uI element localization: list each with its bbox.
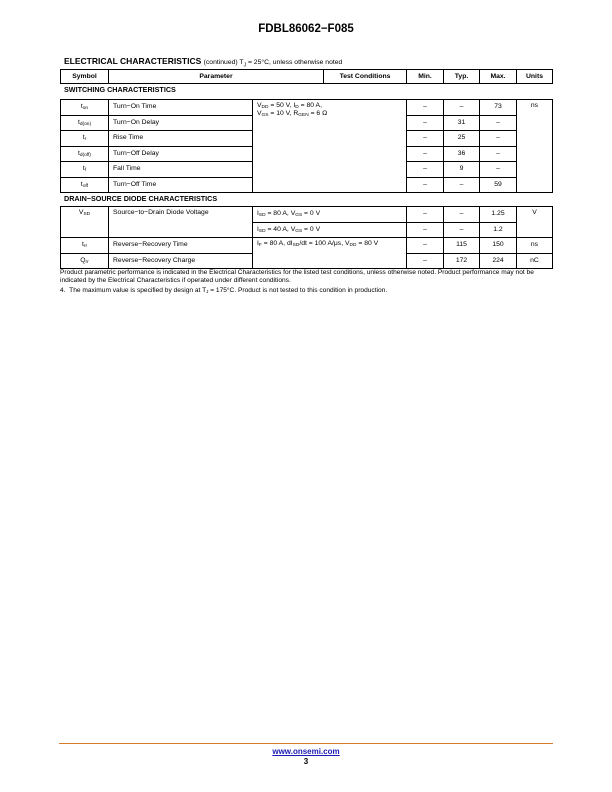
diode-section-title: DRAIN−SOURCE DIODE CHARACTERISTICS	[64, 194, 218, 203]
header-units: Units	[517, 70, 553, 84]
min-cell: –	[407, 207, 444, 223]
max-cell: –	[480, 146, 517, 162]
parameter-cell: Turn−On Time	[109, 100, 253, 116]
min-cell: –	[407, 100, 444, 116]
units-cell: V	[517, 207, 553, 238]
header-symbol: Symbol	[61, 70, 109, 84]
symbol-cell: $Q_{rr}$	[61, 253, 109, 269]
table-header	[60, 69, 553, 84]
parameter-cell: Reverse−Recovery Time	[109, 238, 253, 254]
test-condition-cell: $I_{SD} = 40$ A, $V_{GS} = 0$ V	[253, 222, 407, 238]
typ-cell: –	[444, 100, 480, 116]
min-cell: –	[407, 222, 444, 238]
units-cell: ns	[517, 238, 553, 254]
parameter-cell: Turn−Off Delay	[109, 146, 253, 162]
symbol-cell: $t_{d(off)}$	[61, 146, 109, 162]
max-cell: –	[480, 162, 517, 178]
switching-section-title: SWITCHING CHARACTERISTICS	[64, 85, 176, 94]
section-heading-note: (continued) $T_J = 25^\circ C$, unless otherwise noted	[203, 59, 343, 69]
website-link[interactable]: www.onsemi.com	[272, 747, 340, 756]
header-min: Min.	[407, 70, 444, 84]
table-row	[61, 100, 553, 116]
max-cell: 73	[480, 100, 517, 116]
min-cell: –	[407, 162, 444, 178]
min-cell: –	[407, 253, 444, 269]
page-number: 3	[303, 757, 309, 766]
parameter-cell: Rise Time	[109, 131, 253, 147]
parameter-cell: Turn−On Delay	[109, 115, 253, 131]
header-typ: Typ.	[444, 70, 480, 84]
max-cell: 1.2	[480, 222, 517, 238]
parameter-cell: Fall Time	[109, 162, 253, 178]
typ-cell: 36	[444, 146, 480, 162]
units-cell: nC	[517, 253, 553, 269]
footnote-4: 4. The maximum value is specified by design at $T_J = 175^\circ C$. Product is not tested to this condition in production.	[60, 287, 388, 294]
header-max: Max.	[480, 70, 517, 84]
min-cell: –	[407, 146, 444, 162]
min-cell: –	[407, 238, 444, 254]
typ-cell: –	[444, 177, 480, 193]
table-row	[61, 207, 553, 223]
symbol-cell: $t_{d(on)}$	[61, 115, 109, 131]
parameter-cell: Reverse−Recovery Charge	[109, 253, 253, 269]
symbol-cell: $t_{on}$	[61, 100, 109, 116]
max-cell: 59	[480, 177, 517, 193]
min-cell: –	[407, 177, 444, 193]
typ-cell: 9	[444, 162, 480, 178]
test-condition-cell: $I_{SD} = 80$ A, $V_{GS} = 0$ V	[253, 207, 407, 223]
table-row	[61, 238, 553, 254]
max-cell: 1.25	[480, 207, 517, 223]
switching-units: ns	[517, 100, 553, 193]
symbol-cell: $V_{SD}$	[61, 207, 109, 238]
max-cell: 150	[480, 238, 517, 254]
max-cell: 224	[480, 253, 517, 269]
test-condition-cell: $I_F = 80$ A, $dI_{SD}/dt = 100$ A/μs, $V_{DD} = 80$ V	[253, 238, 407, 269]
max-cell: –	[480, 115, 517, 131]
typ-cell: –	[444, 207, 480, 223]
typ-cell: 31	[444, 115, 480, 131]
symbol-cell: $t_{rr}$	[61, 238, 109, 254]
switching-test-conditions: $V_{DD} = 50$ V, $I_D = 80$ A, $V_{GS} = 10$ V, $R_{GEN} = 6$ Ω	[253, 100, 407, 193]
symbol-cell: $t_r$	[61, 131, 109, 147]
parameter-cell: Turn−Off Time	[109, 177, 253, 193]
typ-cell: 25	[444, 131, 480, 147]
header-parameter: Parameter	[109, 70, 324, 84]
typ-cell: –	[444, 222, 480, 238]
parameter-cell: Source−to−Drain Diode Voltage	[109, 207, 253, 238]
section-heading	[64, 56, 342, 68]
performance-disclaimer: Product parametric performance is indicated in the Electrical Characteristics for the listed test conditions, unless otherwise noted. Product performance may not be indicated by the Electrical Characteristics if operated under different conditions.	[60, 269, 534, 285]
max-cell: –	[480, 131, 517, 147]
switching-table	[60, 99, 553, 193]
section-heading-title: ELECTRICAL CHARACTERISTICS	[64, 56, 202, 66]
typ-cell: 115	[444, 238, 480, 254]
diode-table	[60, 206, 553, 269]
header-test-conditions: Test Conditions	[324, 70, 407, 84]
min-cell: –	[407, 115, 444, 131]
min-cell: –	[407, 131, 444, 147]
typ-cell: 172	[444, 253, 480, 269]
document-title: FDBL86062−F085	[258, 23, 354, 35]
symbol-cell: $t_f$	[61, 162, 109, 178]
footer-divider	[59, 743, 553, 744]
symbol-cell: $t_{off}$	[61, 177, 109, 193]
